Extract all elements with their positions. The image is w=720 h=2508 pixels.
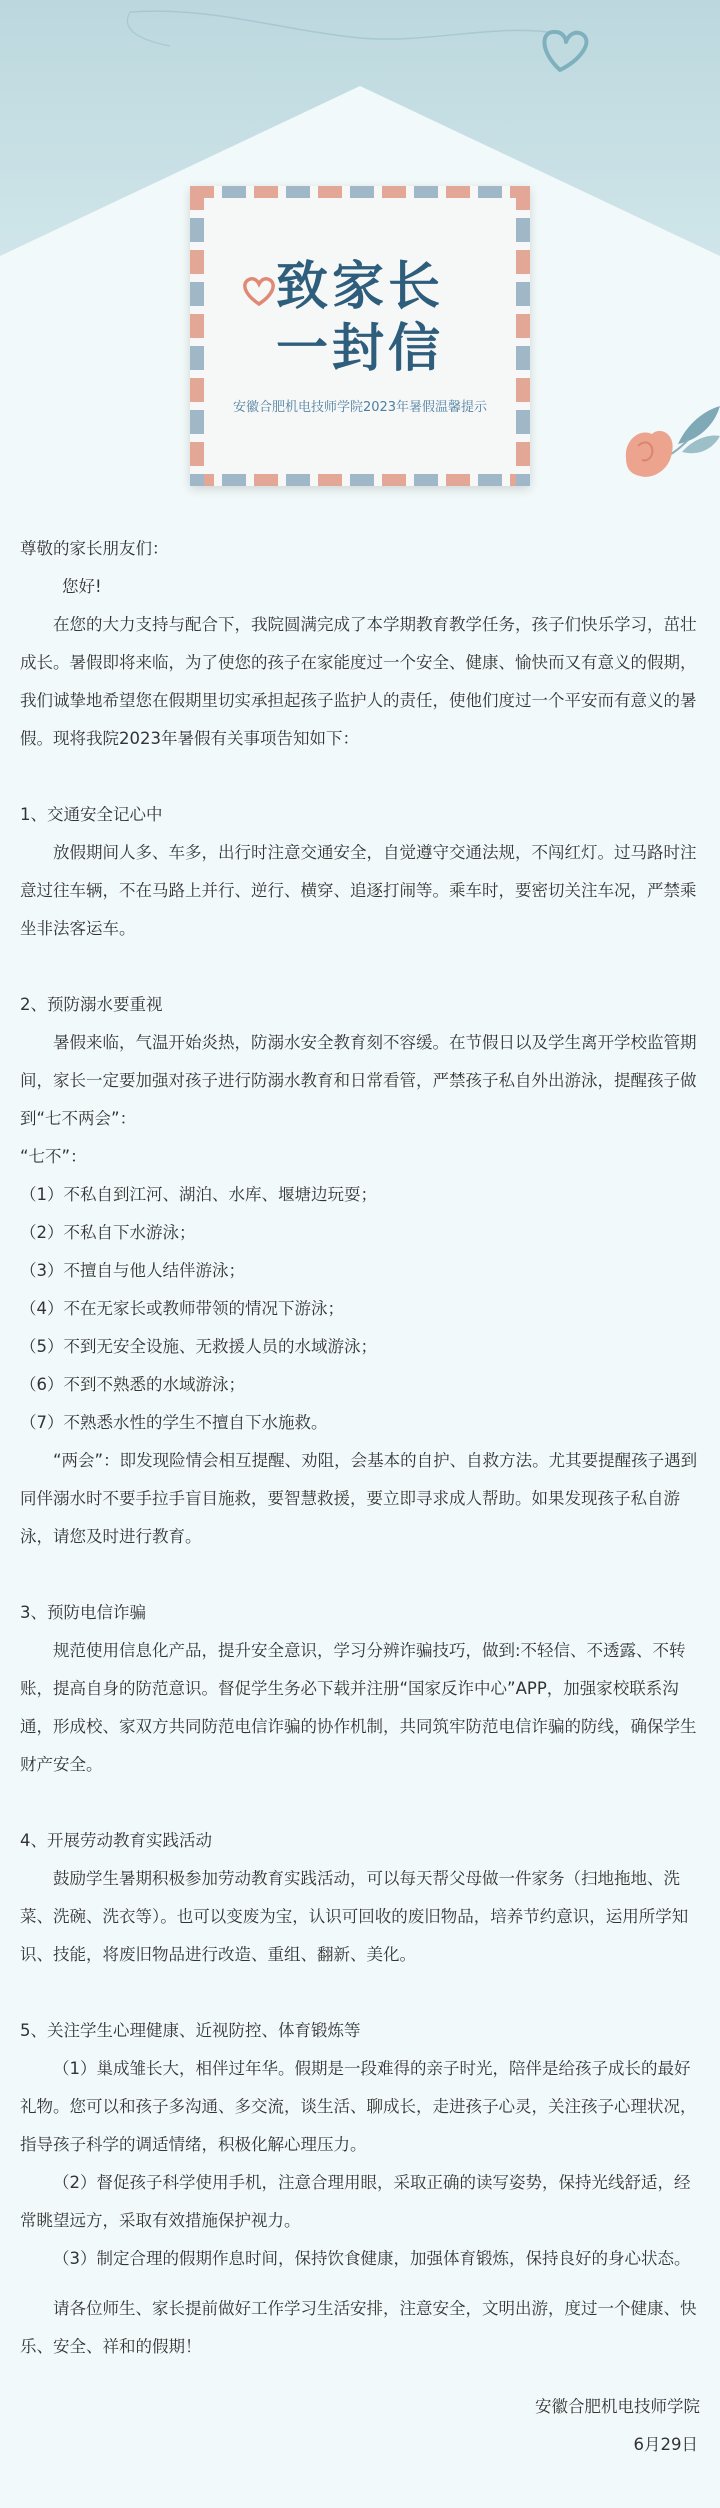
section2-seven-title: “七不”： [20,1147,87,1166]
section2-body: 暑假来临，气温开始炎热，防溺水安全教育刻不容缓。在节假日以及学生离开学校监管期间，家长一定要加强对孩子进行防溺水教育和日常看管，严禁孩子私自外出游泳，提醒孩子做到“七不两会”： [20,1033,697,1128]
section3-body: 规范使用信息化产品，提升安全意识，学习分辨诈骗技巧，做到:不轻信、不透露、不转账，提高自身的防范意识。督促学生务必下载并注册“国家反诈中心”APP，加强家校联系沟通，形成校、家双方共同防范电信诈骗的协作机制，共同筑牢防范电信诈骗的防线，确保学生财产安全。 [20,1641,697,1774]
section5-item2: （2）督促孩子科学使用手机，注意合理用眼，采取正确的读写姿势，保持光线舒适，经常眺望远方，采取有效措施保护视力。 [20,2173,691,2230]
list-item: （5）不到无安全设施、无救援人员的水域游泳； [20,1337,377,1356]
section2-two-paragraph: “两会”：即发现险情会相互提醒、劝阻，会基本的自护、自救方法。尤其要提醒孩子遇到同伴溺水时不要手拉手盲目施救，要智慧救援，要立即寻求成人帮助。如果发现孩子私自游泳，请您及时进行教育。 [20,1451,698,1546]
section2-title: 2、预防溺水要重视 [20,995,163,1014]
header-banner [0,0,720,500]
list-item: （3）不擅自与他人结伴游泳； [20,1261,245,1280]
section3-title: 3、预防电信诈骗 [20,1603,146,1622]
card-subtitle: 安徽合肥机电技师学院2023年暑假温馨提示 [232,400,488,415]
card-title-line2: 一封信 [275,319,444,379]
card-title-line1: 致家长 [275,257,444,317]
card-title [190,256,530,380]
closing-paragraph: 请各位师生、家长提前做好工作学习生活安排，注意安全，文明出游，度过一个健康、快乐、安全、祥和的假期！ [20,2299,697,2356]
section5-item1: （1）巢成雏长大，相伴过年华。假期是一段难得的亲子时光，陪伴是给孩子成长的最好礼物。您可以和孩子多沟通、多交流，谈生活、聊成长，走进孩子心灵，关注孩子心理状况，指导孩子科学的调适情绪，积极化解心理压力。 [20,2059,697,2154]
letter-card [190,186,530,486]
section4-title: 4、开展劳动教育实践活动 [20,1831,212,1850]
intro-paragraph: 在您的大力支持与配合下，我院圆满完成了本学期教育教学任务，孩子们快乐学习，茁壮成长。暑假即将来临，为了使您的孩子在家能度过一个安全、健康、愉快而又有意义的假期，我们诚挚地希望您在假期里切实承担起孩子监护人的责任，使他们度过一个平安而有意义的暑假。现将我院2023年暑假有关事项告知如下： [20,615,697,748]
list-item: （2）不私自下水游泳； [20,1223,196,1242]
greeting: 您好! [62,577,102,596]
tulip-flower-icon [618,400,720,500]
date: 6月29日 [633,2435,698,2454]
list-item: （7）不熟悉水性的学生不擅自下水施救。 [20,1413,328,1432]
letter-body [20,530,700,2464]
list-item: （6）不到不熟悉的水域游泳； [20,1375,245,1394]
stripe-bottom [190,474,530,486]
list-item: （1）不私自到江河、湖泊、水库、堰塘边玩耍； [20,1185,377,1204]
section5-item3: （3）制定合理的假期作息时间，保持饮食健康，加强体育锻炼，保持良好的身心状态。 [53,2249,691,2268]
salutation: 尊敬的家长朋友们： [20,539,169,558]
section1-body: 放假期间人多、车多，出行时注意交通安全，自觉遵守交通法规，不闯红灯。过马路时注意过往车辆，不在马路上并行、逆行、横穿、追逐打闹等。乘车时，要密切关注车况，严禁乘坐非法客运车。 [20,843,697,938]
stripe-top [190,186,530,198]
section1-title: 1、交通安全记心中 [20,805,163,824]
section4-body: 鼓励学生暑期积极参加劳动教育实践活动，可以每天帮父母做一件家务（扫地拖地、洗菜、洗碗、洗衣等）。也可以变废为宝，认识可回收的废旧物品，培养节约意识，运用所学知识、技能，将废旧物品进行改造、重组、翻新、美化。 [20,1869,689,1964]
section5-title: 5、关注学生心理健康、近视防控、体育锻炼等 [20,2021,361,2040]
list-item: （4）不在无家长或教师带领的情况下游泳； [20,1299,344,1318]
signature: 安徽合肥机电技师学院 [535,2397,700,2416]
